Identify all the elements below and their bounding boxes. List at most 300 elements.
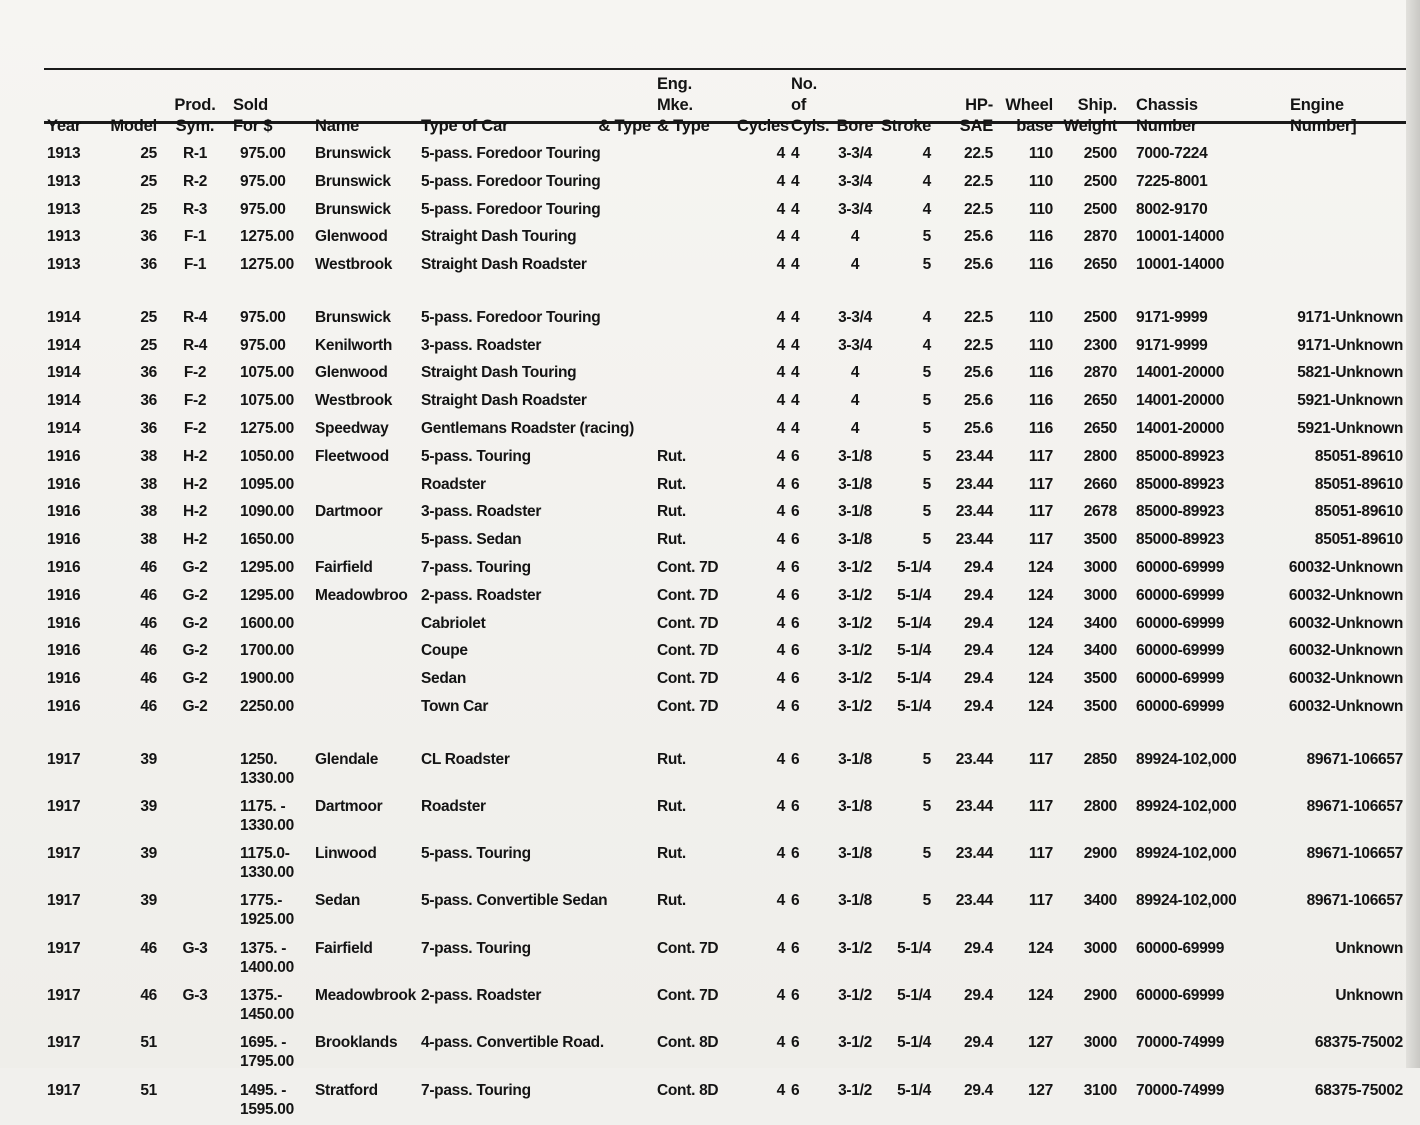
cell-stroke: 5 <box>922 797 931 815</box>
header-label-line: Prod. <box>174 96 216 114</box>
cell-engine-number: 85051-89610 <box>1314 503 1403 521</box>
cell-type <box>568 444 654 472</box>
cell-wheelbase: 110 <box>1028 145 1053 162</box>
cell-name: Fairfield <box>315 939 373 957</box>
cell-type <box>568 611 654 639</box>
cell-type-of-car: Straight Dash Touring <box>421 364 577 382</box>
cell-chassis-number: 60000-69999 <box>1136 939 1225 957</box>
price-line: 1275.00 <box>240 256 294 274</box>
col-year <box>44 72 96 141</box>
cell-type <box>568 638 654 666</box>
price-line: 1275.00 <box>240 228 294 246</box>
cell-cyls: 4 <box>791 200 800 218</box>
cell-type <box>568 583 654 611</box>
cell-prod-sym: R-4 <box>182 336 208 354</box>
cell-cyls: 4 <box>791 145 800 162</box>
cell-ship-weight: 2800 <box>1083 447 1117 465</box>
cell-chassis-number: 60000-69999 <box>1136 614 1225 632</box>
cell-model: 36 <box>140 392 157 410</box>
cell-name: Kenilworth <box>315 336 393 354</box>
price-line: 2250.00 <box>240 697 294 715</box>
cell-sold-for <box>230 305 312 333</box>
cell-name: Speedway <box>315 419 389 437</box>
header-row <box>44 72 1406 141</box>
cell-year: 1914 <box>47 308 81 326</box>
cell-type-of-car: Coupe <box>421 642 468 660</box>
cell-cyls: 6 <box>791 531 800 549</box>
cell-engine-number: 68375-75002 <box>1314 1034 1403 1052</box>
cell-sold-for <box>230 169 312 197</box>
cell-wheelbase: 124 <box>1028 642 1053 660</box>
table-row <box>44 197 1406 225</box>
cell-cycles: 4 <box>776 419 785 437</box>
cell-stroke: 4 <box>922 200 931 218</box>
cell-ship-weight: 3400 <box>1083 642 1117 660</box>
cell-ship-weight: 2650 <box>1083 392 1117 410</box>
cell-wheelbase: 124 <box>1028 614 1053 632</box>
cell-eng-mke: Cont. 7D <box>657 939 719 957</box>
col-wheelbase <box>996 72 1056 141</box>
cell-type-of-car: Straight Dash Roadster <box>421 256 587 274</box>
cell-wheelbase: 124 <box>1028 697 1053 715</box>
table-row <box>44 1078 1406 1125</box>
spacer-cell <box>44 722 1406 747</box>
cell-ship-weight: 2850 <box>1083 750 1117 768</box>
cell-bore: 3-1/8 <box>838 475 872 493</box>
cell-cyls: 4 <box>791 172 800 190</box>
cell-cycles: 4 <box>776 670 785 688</box>
table-row <box>44 333 1406 361</box>
cell-eng-mke: Rut. <box>657 447 686 465</box>
cell-type-of-car: Sedan <box>421 670 467 688</box>
cell-bore: 3-1/8 <box>838 531 872 549</box>
cell-name: Glenwood <box>315 228 388 246</box>
cell-year: 1917 <box>47 939 81 957</box>
table-row <box>44 666 1406 694</box>
cell-eng-mke: Cont. 7D <box>657 642 719 660</box>
cell-bore: 3-1/2 <box>838 987 872 1005</box>
cell-cyls: 6 <box>791 670 800 688</box>
cell-model: 46 <box>140 558 157 576</box>
cell-chassis-number: 14001-20000 <box>1136 364 1225 382</box>
table-row <box>44 527 1406 555</box>
header-label-line: Name <box>315 117 360 135</box>
cell-hp-sae: 22.5 <box>964 336 993 354</box>
cell-prod-sym <box>160 747 230 794</box>
table-row <box>44 305 1406 333</box>
price-line: 1275.00 <box>240 419 294 437</box>
cell-type-of-car: CL Roadster <box>421 750 510 768</box>
cell-prod-sym: H-2 <box>182 475 208 493</box>
cell-prod-sym: G-2 <box>182 670 208 688</box>
cell-model: 46 <box>140 586 157 604</box>
cell-hp-sae: 25.6 <box>964 228 993 246</box>
col-engine-number <box>1260 72 1406 141</box>
cell-stroke: 5 <box>922 845 931 863</box>
cell-ship-weight: 2900 <box>1083 987 1117 1005</box>
cell-chassis-number: 89924-102,000 <box>1136 892 1237 910</box>
cell-year: 1913 <box>47 256 81 274</box>
cell-bore: 3-1/2 <box>838 939 872 957</box>
cell-wheelbase: 110 <box>1028 200 1053 218</box>
cell-cyls: 6 <box>791 642 800 660</box>
cell-cyls: 4 <box>791 419 800 437</box>
cell-wheelbase: 117 <box>1028 503 1053 521</box>
cell-year: 1916 <box>47 642 81 660</box>
cell-year: 1916 <box>47 697 81 715</box>
cell-hp-sae: 25.6 <box>964 364 993 382</box>
cell-type-of-car: 3-pass. Roadster <box>421 336 542 354</box>
cell-chassis-number: 14001-20000 <box>1136 419 1225 437</box>
cell-chassis-number: 85000-89923 <box>1136 475 1225 493</box>
header-label-line: & Type <box>657 117 710 135</box>
cell-name <box>312 527 418 555</box>
cell-stroke: 5-1/4 <box>897 1081 931 1099</box>
cell-type-of-car: 3-pass. Roadster <box>421 503 542 521</box>
cell-year: 1917 <box>47 845 81 863</box>
cell-eng-mke: Rut. <box>657 503 686 521</box>
cell-prod-sym: G-2 <box>182 642 208 660</box>
cell-hp-sae: 23.44 <box>955 750 993 768</box>
cell-cycles: 4 <box>776 697 785 715</box>
cell-engine-number <box>1260 169 1406 197</box>
cell-ship-weight: 2500 <box>1083 145 1117 162</box>
price-line: 975.00 <box>240 308 286 326</box>
cell-prod-sym: F-1 <box>183 228 207 246</box>
cell-eng-mke: Cont. 7D <box>657 670 719 688</box>
col-type <box>568 72 654 141</box>
cell-eng-mke <box>654 360 734 388</box>
cell-sold-for <box>230 583 312 611</box>
cell-name: Dartmoor <box>315 503 383 521</box>
cell-engine-number: 60032-Unknown <box>1288 558 1403 576</box>
price-line: 1700.00 <box>240 642 294 660</box>
cell-name: Fleetwood <box>315 447 389 465</box>
cell-cyls: 4 <box>791 336 800 354</box>
cell-hp-sae: 23.44 <box>955 475 993 493</box>
cell-bore: 3-3/4 <box>838 336 872 354</box>
cell-sold-for <box>230 841 312 888</box>
cell-engine-number: Unknown <box>1335 987 1403 1005</box>
cell-cyls: 6 <box>791 939 800 957</box>
price-line: 1330.00 <box>240 864 294 882</box>
table-row <box>44 794 1406 841</box>
cell-ship-weight: 2870 <box>1083 228 1117 246</box>
cell-cyls: 4 <box>791 228 800 246</box>
cell-prod-sym <box>160 1078 230 1125</box>
cell-prod-sym <box>160 1030 230 1077</box>
header-label-line: Number <box>1136 117 1198 135</box>
cell-type-of-car: 5-pass. Convertible Sedan <box>421 892 608 910</box>
cell-cyls: 4 <box>791 392 800 410</box>
cell-wheelbase: 110 <box>1028 336 1053 354</box>
cell-model: 36 <box>140 419 157 437</box>
cell-sold-for <box>230 1078 312 1125</box>
header-label-line: Wheel <box>1005 96 1053 114</box>
cell-cycles: 4 <box>776 392 785 410</box>
cell-cycles: 4 <box>776 1034 785 1052</box>
cell-name: Meadowbroo <box>315 586 408 604</box>
cell-stroke: 5 <box>922 447 931 465</box>
cell-cyls: 6 <box>791 697 800 715</box>
cell-bore: 3-1/2 <box>838 586 872 604</box>
cell-model: 39 <box>140 797 157 815</box>
cell-bore: 3-3/4 <box>838 308 872 326</box>
price-line: 1695. - <box>240 1034 287 1052</box>
price-line: 1330.00 <box>240 816 294 834</box>
cell-wheelbase: 117 <box>1028 892 1053 910</box>
cell-engine-number: 89671-106657 <box>1306 797 1403 815</box>
cell-ship-weight: 2678 <box>1083 503 1117 521</box>
cell-chassis-number: 89924-102,000 <box>1136 750 1237 768</box>
cell-ship-weight: 3500 <box>1083 670 1117 688</box>
cell-type-of-car: 5-pass. Touring <box>421 447 531 465</box>
cell-bore: 3-1/8 <box>838 447 872 465</box>
cell-cyls: 4 <box>791 364 800 382</box>
col-cyls <box>788 72 832 141</box>
cell-engine-number: 85051-89610 <box>1314 531 1403 549</box>
cell-chassis-number: 8002-9170 <box>1136 200 1208 218</box>
cell-prod-sym: R-3 <box>182 200 208 218</box>
cell-cycles: 4 <box>776 503 785 521</box>
table-row <box>44 983 1406 1030</box>
price-line: 1095.00 <box>240 475 294 493</box>
cell-eng-mke <box>654 169 734 197</box>
header-label-line: Sold <box>233 96 268 114</box>
cell-stroke: 5 <box>922 892 931 910</box>
cell-engine-number <box>1260 197 1406 225</box>
cell-type-of-car: 5-pass. Foredoor Touring <box>421 172 601 190</box>
cell-stroke: 5 <box>922 228 931 246</box>
cell-name: Brooklands <box>315 1034 398 1052</box>
table-row <box>44 444 1406 472</box>
price-line: 1400.00 <box>240 958 294 976</box>
cell-type <box>568 1078 654 1125</box>
cell-eng-mke: Cont. 7D <box>657 558 719 576</box>
price-line: 975.00 <box>240 145 286 162</box>
cell-chassis-number: 60000-69999 <box>1136 586 1225 604</box>
cell-year: 1917 <box>47 1081 81 1099</box>
cell-chassis-number: 9171-9999 <box>1136 308 1208 326</box>
cell-model: 25 <box>140 336 157 354</box>
price-line: 1050.00 <box>240 447 294 465</box>
cell-type-of-car: 7-pass. Touring <box>421 1081 531 1099</box>
cell-bore: 3-1/8 <box>838 750 872 768</box>
cell-ship-weight: 2500 <box>1083 200 1117 218</box>
cell-engine-number: 85051-89610 <box>1314 447 1403 465</box>
header-label-line: Cyls. <box>791 117 830 135</box>
cell-engine-number <box>1260 252 1406 280</box>
cell-sold-for <box>230 444 312 472</box>
table-row <box>44 611 1406 639</box>
cell-type-of-car: Town Car <box>421 697 489 715</box>
cell-wheelbase: 117 <box>1028 447 1053 465</box>
cell-cycles: 4 <box>776 987 785 1005</box>
cell-cycles: 4 <box>776 308 785 326</box>
col-prod-sym <box>160 72 230 141</box>
cell-sold-for <box>230 499 312 527</box>
cell-cycles: 4 <box>776 1081 785 1099</box>
table-row <box>44 169 1406 197</box>
spacer-row <box>44 280 1406 305</box>
cell-wheelbase: 116 <box>1028 419 1053 437</box>
price-line: 1925.00 <box>240 911 294 929</box>
cell-type <box>568 694 654 722</box>
table-row <box>44 841 1406 888</box>
cell-eng-mke <box>654 388 734 416</box>
cell-prod-sym <box>160 888 230 935</box>
cell-type <box>568 936 654 983</box>
cell-wheelbase: 117 <box>1028 845 1053 863</box>
cell-wheelbase: 127 <box>1028 1081 1053 1099</box>
cell-year: 1913 <box>47 172 81 190</box>
price-line: 1330.00 <box>240 769 294 787</box>
cell-year: 1916 <box>47 558 81 576</box>
cell-bore: 3-3/4 <box>838 200 872 218</box>
cell-bore: 3-1/2 <box>838 558 872 576</box>
cell-eng-mke: Rut. <box>657 475 686 493</box>
price-line: 1295.00 <box>240 586 294 604</box>
col-stroke <box>878 72 934 141</box>
cell-prod-sym: F-2 <box>183 392 207 410</box>
cell-cycles: 4 <box>776 939 785 957</box>
cell-cycles: 4 <box>776 228 785 246</box>
cell-cycles: 4 <box>776 336 785 354</box>
cell-model: 39 <box>140 750 157 768</box>
price-line: 975.00 <box>240 172 286 190</box>
price-line: 1090.00 <box>240 503 294 521</box>
cell-hp-sae: 29.4 <box>964 1034 993 1052</box>
cell-cycles: 4 <box>776 892 785 910</box>
cell-chassis-number: 60000-69999 <box>1136 558 1225 576</box>
cell-wheelbase: 116 <box>1028 228 1053 246</box>
cell-stroke: 5-1/4 <box>897 939 931 957</box>
cell-bore: 3-1/2 <box>838 642 872 660</box>
price-line: 975.00 <box>240 336 286 354</box>
cell-bore: 3-1/2 <box>838 697 872 715</box>
cell-wheelbase: 124 <box>1028 670 1053 688</box>
cell-name: Sedan <box>315 892 361 910</box>
cell-stroke: 5 <box>922 750 931 768</box>
cell-name: Brunswick <box>315 172 391 190</box>
cell-year: 1913 <box>47 145 81 162</box>
cell-stroke: 5-1/4 <box>897 614 931 632</box>
cell-engine-number: 5921-Unknown <box>1297 419 1403 437</box>
header-label-line: & Type <box>598 117 651 135</box>
price-line: 1175.0- <box>240 845 290 863</box>
cell-wheelbase: 117 <box>1028 475 1053 493</box>
header-label-line: Number] <box>1290 117 1357 135</box>
cell-prod-sym: H-2 <box>182 447 208 465</box>
table-row <box>44 583 1406 611</box>
cell-ship-weight: 2650 <box>1083 256 1117 274</box>
col-cycles <box>734 72 788 141</box>
table-row <box>44 888 1406 935</box>
price-line: 1900.00 <box>240 670 294 688</box>
cell-bore: 4 <box>850 392 860 410</box>
cell-type <box>568 224 654 252</box>
cell-model: 39 <box>140 892 157 910</box>
cell-cycles: 4 <box>776 364 785 382</box>
cell-eng-mke: Cont. 8D <box>657 1034 719 1052</box>
col-bore <box>832 72 878 141</box>
cell-prod-sym: F-2 <box>183 364 207 382</box>
price-line: 1075.00 <box>240 364 294 382</box>
cell-prod-sym: G-2 <box>182 614 208 632</box>
price-line: 1375. - <box>240 939 287 957</box>
cell-engine-number <box>1260 141 1406 169</box>
table-row <box>44 747 1406 794</box>
cell-model: 46 <box>140 939 157 957</box>
cell-type <box>568 794 654 841</box>
cell-name <box>312 611 418 639</box>
cell-type-of-car: Gentlemans Roadster (racing) <box>421 419 634 437</box>
cell-cycles: 4 <box>776 845 785 863</box>
specifications-table <box>44 72 1406 1125</box>
header-label-line: Sym. <box>175 117 215 135</box>
cell-sold-for <box>230 360 312 388</box>
price-line: 975.00 <box>240 200 286 218</box>
cell-prod-sym: H-2 <box>182 503 208 521</box>
cell-model: 46 <box>140 670 157 688</box>
cell-ship-weight: 3000 <box>1083 586 1117 604</box>
cell-type-of-car: 4-pass. Convertible Road. <box>421 1034 604 1052</box>
header-label-line: Eng. Mke. <box>657 75 693 114</box>
cell-sold-for <box>230 252 312 280</box>
cell-engine-number: 9171-Unknown <box>1297 336 1403 354</box>
cell-ship-weight: 3500 <box>1083 531 1117 549</box>
cell-prod-sym: F-1 <box>183 256 207 274</box>
cell-type <box>568 555 654 583</box>
cell-cyls: 6 <box>791 503 800 521</box>
cell-model: 38 <box>140 531 157 549</box>
cell-sold-for <box>230 638 312 666</box>
cell-prod-sym: G-3 <box>182 987 208 1005</box>
table-row <box>44 694 1406 722</box>
cell-eng-mke: Cont. 7D <box>657 987 719 1005</box>
table-row <box>44 252 1406 280</box>
cell-sold-for <box>230 1030 312 1077</box>
cell-bore: 4 <box>850 419 860 437</box>
cell-type <box>568 499 654 527</box>
cell-year: 1916 <box>47 670 81 688</box>
cell-type-of-car: Straight Dash Touring <box>421 228 577 246</box>
header-label-line: base <box>1016 117 1053 135</box>
cell-eng-mke: Rut. <box>657 750 686 768</box>
cell-prod-sym: R-4 <box>182 308 208 326</box>
cell-stroke: 5-1/4 <box>897 987 931 1005</box>
cell-sold-for <box>230 694 312 722</box>
cell-type-of-car: 2-pass. Roadster <box>421 987 542 1005</box>
cell-engine-number: 60032-Unknown <box>1288 614 1403 632</box>
cell-type <box>568 666 654 694</box>
cell-hp-sae: 23.44 <box>955 845 993 863</box>
cell-prod-sym: G-2 <box>182 697 208 715</box>
cell-type-of-car: 2-pass. Roadster <box>421 586 542 604</box>
cell-prod-sym: R-2 <box>182 172 208 190</box>
cell-chassis-number: 85000-89923 <box>1136 531 1225 549</box>
cell-year: 1913 <box>47 228 81 246</box>
cell-cycles: 4 <box>776 447 785 465</box>
price-line: 1775.- <box>240 892 283 910</box>
price-line: 1495. - <box>240 1081 287 1099</box>
cell-engine-number <box>1260 224 1406 252</box>
cell-stroke: 5 <box>922 475 931 493</box>
cell-name: Brunswick <box>315 308 391 326</box>
cell-cyls: 6 <box>791 447 800 465</box>
cell-ship-weight: 3500 <box>1083 697 1117 715</box>
cell-stroke: 5 <box>922 531 931 549</box>
